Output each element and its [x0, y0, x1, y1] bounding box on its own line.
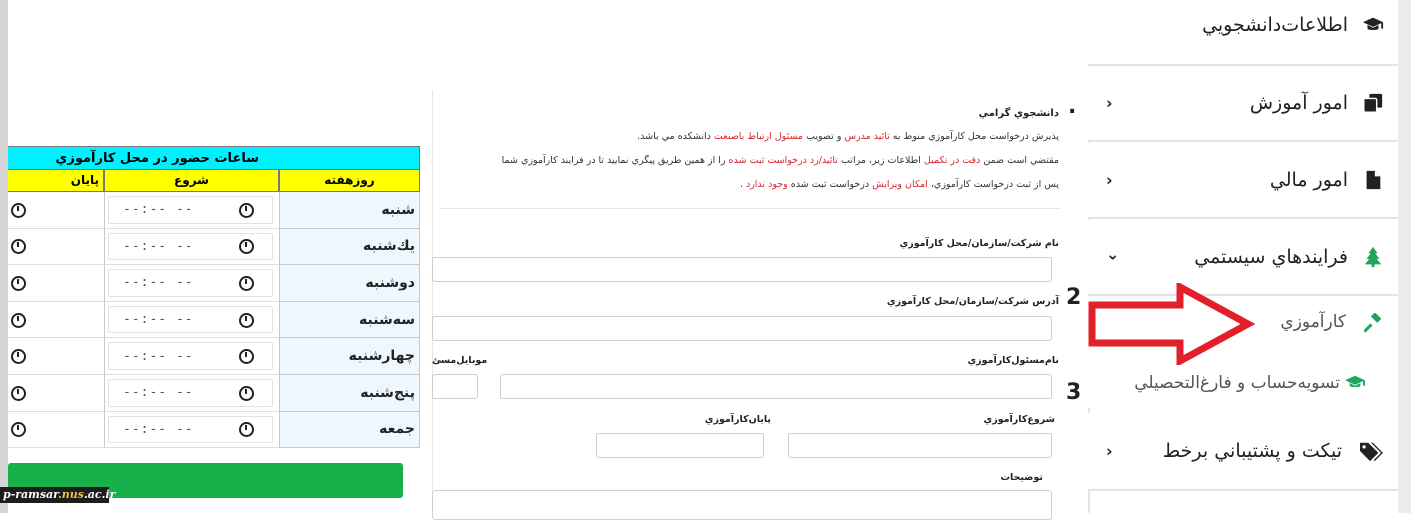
start-time-value: --:-- --: [123, 275, 194, 291]
header-start: شروع: [104, 170, 279, 192]
watermark-right: .ac.ir: [83, 488, 116, 501]
file-icon: [1362, 169, 1384, 191]
attendance-day: پنج‌شنبه: [279, 375, 420, 412]
end-time-cell[interactable]: [8, 412, 104, 449]
notice-highlight: امکان ويرايش: [872, 179, 928, 190]
supervisor-mobile-label: موبايل‌مسئ: [432, 355, 488, 366]
notice-highlight: دقت در تکميل: [923, 155, 981, 166]
start-time-input[interactable]: [108, 306, 273, 334]
end-time-cell[interactable]: [8, 302, 104, 339]
supervisor-name-input[interactable]: [500, 374, 1052, 399]
attendance-day: شنبه: [279, 192, 420, 229]
sidebar-item-label: فرايندهاي سيستمي: [1194, 246, 1348, 268]
red-arrow-annotation: [1088, 283, 1268, 365]
attendance-header-row: [8, 170, 420, 192]
sidebar-item-education[interactable]: [1088, 66, 1398, 142]
clock-icon[interactable]: [239, 422, 254, 437]
internship-start-label: شروع‌کارآموزي: [983, 414, 1055, 425]
start-time-value: --:-- --: [123, 421, 194, 437]
clock-icon[interactable]: [11, 239, 26, 254]
notice-text: .: [739, 179, 746, 190]
company-address-label: آدرس شرکت/سازمان/محل کارآموزي: [886, 296, 1059, 307]
notice-greeting: دانشجوي گرامي: [978, 108, 1059, 119]
site-watermark: [0, 487, 116, 503]
attendance-row: [8, 265, 420, 302]
start-time-cell: [104, 412, 279, 449]
copy-icon: [1362, 92, 1384, 114]
clock-icon[interactable]: [11, 349, 26, 364]
sidebar-item-label: تيکت و پشتيباني برخط: [1162, 440, 1342, 462]
clock-icon[interactable]: [239, 239, 254, 254]
notice-highlight: تائيد/رد درخواست ثبت شده: [728, 155, 838, 166]
clock-icon[interactable]: [11, 276, 26, 291]
notice-line-2: [502, 155, 1059, 166]
clock-icon[interactable]: [239, 203, 254, 218]
notice-text: را از همين طريق پيگري نماييد تا در فرايند کارآموزي شما: [501, 155, 729, 166]
sidebar-item-label: اطلاعات‌دانشجويي: [1202, 14, 1348, 36]
notice-text: پذيرش درخواست محل کارآموزي منوط به: [889, 131, 1059, 142]
start-time-value: --:-- --: [123, 385, 194, 401]
notice-text: و تصويب: [803, 131, 845, 142]
notice-line-1: [637, 131, 1059, 142]
start-time-input[interactable]: [108, 233, 273, 261]
attendance-day: چهارشنبه: [279, 338, 420, 375]
attendance-table: [8, 146, 420, 456]
attendance-day: يك‌شنبه: [279, 229, 420, 266]
sidebar-item-ticket-support[interactable]: [1088, 413, 1398, 491]
tree-icon: [1362, 246, 1384, 268]
sidebar-item-finance[interactable]: [1088, 143, 1398, 219]
left-edge: [0, 0, 8, 513]
side-mark-2: 2: [1066, 285, 1082, 310]
start-time-value: --:-- --: [123, 238, 194, 254]
attendance-row: [8, 229, 420, 266]
chevron-left-icon: ›: [1106, 170, 1113, 190]
end-time-cell[interactable]: [8, 229, 104, 266]
graduation-cap-icon: [1344, 374, 1366, 392]
internship-start-input[interactable]: [788, 433, 1052, 458]
clock-icon[interactable]: [239, 276, 254, 291]
company-name-input[interactable]: [432, 257, 1052, 282]
start-time-input[interactable]: [108, 196, 273, 224]
start-time-value: --:-- --: [123, 312, 194, 328]
notice-highlight: وجود ندارد: [745, 179, 788, 190]
attendance-title: ساعات حضور در محل کارآموزي: [8, 146, 420, 170]
start-time-value: --:-- --: [123, 202, 194, 218]
start-time-value: --:-- --: [123, 348, 194, 364]
internship-item-icon-wrap: [1364, 313, 1384, 333]
clock-icon[interactable]: [11, 313, 26, 328]
start-time-input[interactable]: [108, 416, 273, 444]
watermark-left: p-ramsar: [3, 488, 58, 501]
attendance-row: [8, 375, 420, 412]
start-time-cell: [104, 265, 279, 302]
description-label: توضيحات: [1000, 472, 1043, 483]
sidebar-item-label: امور مالي: [1269, 169, 1348, 191]
start-time-input[interactable]: [108, 269, 273, 297]
notice-line-3: [740, 179, 1059, 190]
clock-icon[interactable]: [11, 422, 26, 437]
form-divider: [440, 208, 1060, 209]
sidebar-item-student-info[interactable]: [1088, 0, 1398, 66]
notice-text: اطلاعات زير، مراتب: [837, 155, 924, 166]
company-name-label: نام شرکت/سازمان/محل کارآموزي: [899, 238, 1059, 249]
attendance-day: جمعه: [279, 412, 420, 449]
end-time-cell[interactable]: [8, 338, 104, 375]
end-time-cell[interactable]: [8, 265, 104, 302]
chevron-left-icon: ›: [1106, 441, 1113, 461]
attendance-row: [8, 412, 420, 449]
attendance-row: [8, 302, 420, 339]
start-time-cell: [104, 192, 279, 229]
attendance-row: [8, 192, 420, 229]
attendance-rows: [8, 192, 420, 448]
chevron-down-icon: ⌄: [1106, 244, 1120, 264]
description-textarea[interactable]: [432, 490, 1052, 520]
gavel-icon: [1364, 313, 1384, 333]
start-time-cell: [104, 302, 279, 339]
clock-icon[interactable]: [239, 313, 254, 328]
clock-icon[interactable]: [11, 203, 26, 218]
company-address-input[interactable]: [432, 316, 1052, 341]
clock-icon[interactable]: [239, 349, 254, 364]
internship-end-label: پايان‌کارآموزي: [704, 414, 771, 425]
internship-end-input[interactable]: [596, 433, 764, 458]
start-time-cell: [104, 375, 279, 412]
notice-text: دانشکده مي باشد.: [637, 131, 714, 142]
supervisor-name-label: نام‌مسئول‌کارآموزي: [967, 355, 1059, 366]
attendance-day: دوشنبه: [279, 265, 420, 302]
start-time-cell: [104, 229, 279, 266]
notice-text: مقتضي است ضمن: [980, 155, 1059, 166]
header-day: روزهفته: [279, 170, 420, 192]
notice-text: پس از ثبت درخواست کارآموزي،: [927, 179, 1059, 190]
notice-text: درخواست ثبت شده: [787, 179, 873, 190]
start-time-cell: [104, 338, 279, 375]
end-time-cell[interactable]: [8, 192, 104, 229]
clock-icon[interactable]: [11, 386, 26, 401]
sidebar-menu: [1088, 0, 1398, 513]
start-time-input[interactable]: [108, 379, 273, 407]
notice-highlight: تائيد مدرس: [844, 131, 890, 142]
notice-highlight: مسئول ارتباط باصنعت: [713, 131, 804, 142]
end-time-cell[interactable]: [8, 375, 104, 412]
chevron-left-icon: ›: [1106, 93, 1113, 113]
graduation-cap-icon: [1362, 14, 1384, 36]
side-mark-1: .: [1068, 94, 1077, 119]
header-end: پايان: [8, 170, 104, 192]
sidebar-subitem-internship[interactable]: کارآموزي: [1280, 312, 1346, 332]
side-mark-3: 3: [1066, 380, 1082, 405]
attendance-day: سه‌شنبه: [279, 302, 420, 339]
sidebar-scroll-edge: [1398, 0, 1411, 513]
sidebar-item-label: امور آموزش: [1249, 92, 1348, 114]
clock-icon[interactable]: [239, 386, 254, 401]
watermark-mid: .nus: [57, 488, 84, 501]
supervisor-mobile-input[interactable]: [432, 374, 478, 399]
sidebar-subitem-clearance[interactable]: تسويه‌حساب و فارغ‌التحصيلي: [1134, 373, 1340, 393]
attendance-row: [8, 338, 420, 375]
start-time-input[interactable]: [108, 342, 273, 370]
clearance-item-icon-wrap: [1344, 374, 1366, 392]
tags-icon: [1358, 440, 1384, 462]
